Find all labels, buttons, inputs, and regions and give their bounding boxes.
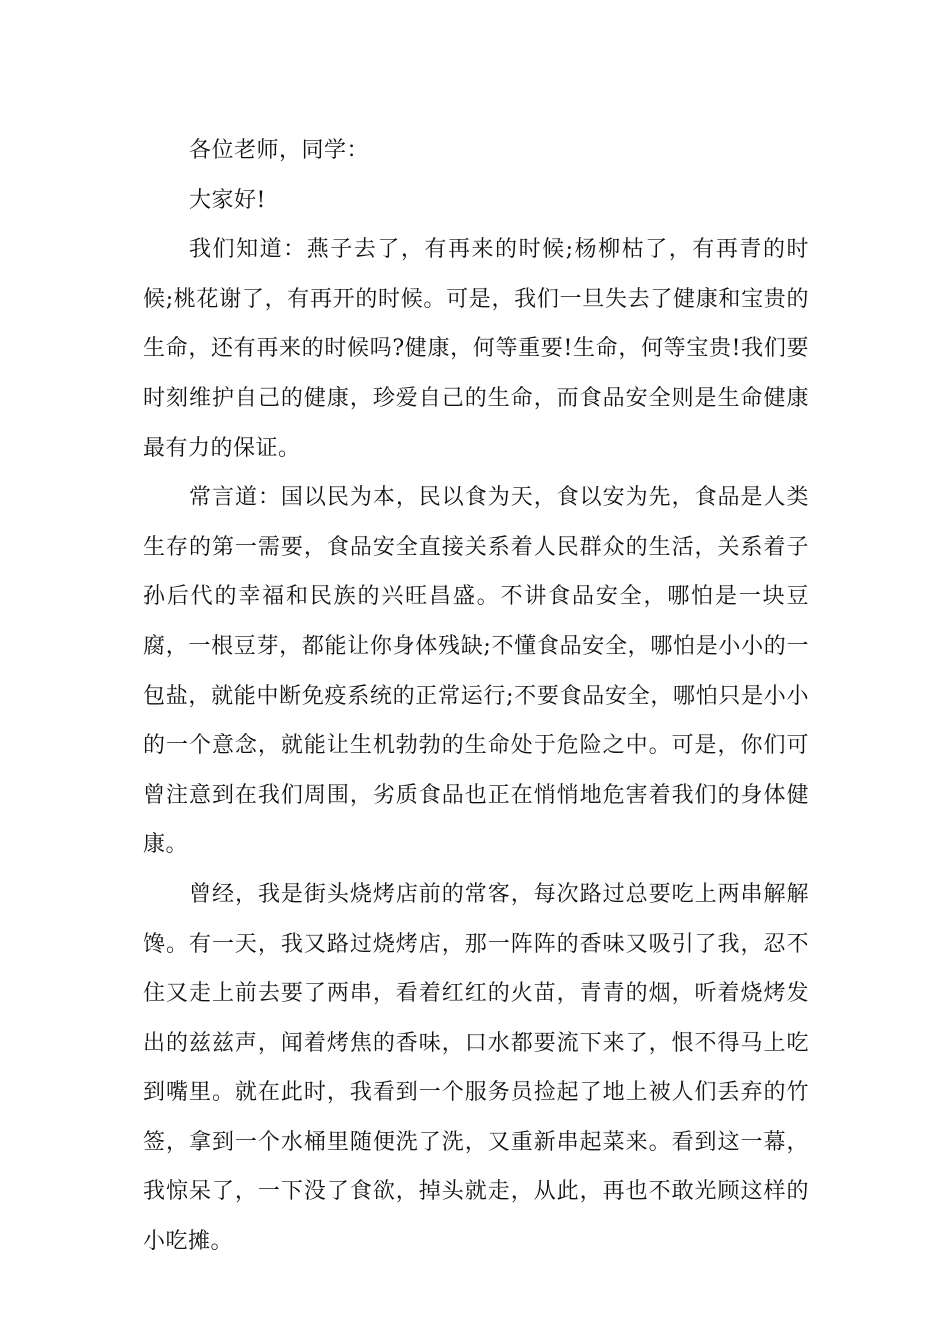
body-paragraph-1: 我们知道：燕子去了，有再来的时候;杨柳枯了，有再青的时候;桃花谢了，有再开的时候。可是，我们一旦失去了健康和宝贵的生命，还有再来的时候吗?健康，何等重要!生命，何等宝贵!我们要时刻维护自己的健康，珍爱自己的生命，而食品安全则是生命健康最有力的保证。 bbox=[143, 237, 809, 461]
greeting-line: 各位老师，同学： bbox=[189, 138, 370, 163]
body-paragraph-3: 曾经，我是街头烧烤店前的常客，每次路过总要吃上两串解解馋。有一天，我又路过烧烤店，那一阵阵的香味又吸引了我，忍不住又走上前去要了两串，看着红红的火苗，青青的烟，听着烧烤发出的兹兹声，闻着烤焦的香味，口水都要流下来了，恨不得马上吃到嘴里。就在此时，我看到一个服务员捡起了地上被人们丢弃的竹签，拿到一个水桶里随便洗了洗，又重新串起菜来。看到这一幕，我惊呆了，一下没了食欲，掉头就走，从此，再也不敢光顾这样的小吃摊。 bbox=[143, 881, 809, 1255]
salutation-line: 大家好! bbox=[189, 187, 266, 213]
speech-document bbox=[143, 126, 809, 1267]
body-paragraph-2: 常言道：国以民为本，民以食为天，食以安为先，食品是人类生存的第一需要，食品安全直接关系着人民群众的生活，关系着子孙后代的幸福和民族的兴旺昌盛。不讲食品安全，哪怕是一块豆腐，一根豆芽，都能让你身体残缺;不懂食品安全，哪怕是小小的一包盐，就能中断免疫系统的正常运行;不要食品安全，哪怕只是小小的一个意念，就能让生机勃勃的生命处于危险之中。可是，你们可曾注意到在我们周围，劣质食品也正在悄悄地危害着我们的身体健康。 bbox=[143, 485, 809, 858]
